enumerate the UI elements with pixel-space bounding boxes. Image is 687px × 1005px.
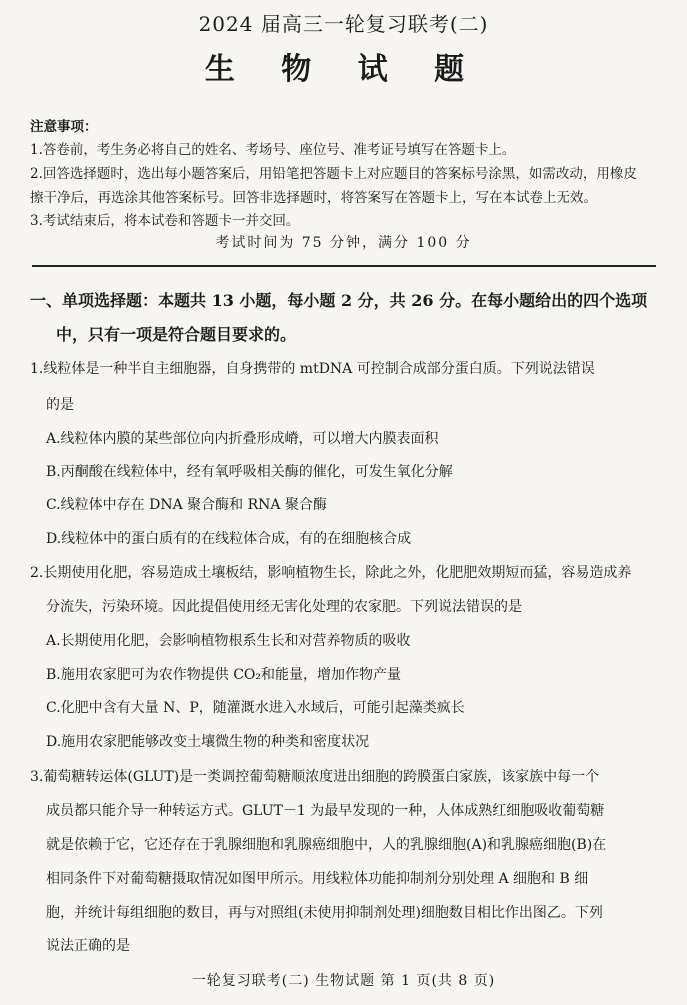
exam-time-info: 考试时间为 75 分钟，满分 100 分 (215, 235, 472, 251)
q2-stem-b: 分流失，污染环境。因此提倡使用经无害化处理的农家肥。下列说法错误的是 (46, 599, 522, 615)
subject-title: 生 物 试 题 (204, 52, 483, 87)
q2-option-d: D.施用农家肥能够改变土壤微生物的种类和密度状况 (46, 734, 370, 750)
q2-option-b: B.施用农家肥可为农作物提供 CO₂和能量，增加作物产量 (46, 667, 401, 683)
q1-option-b: B.丙酮酸在线粒体中，经有氧呼吸相关酶的催化，可发生氧化分解 (46, 464, 453, 480)
section-heading-a: 一、单项选择题：本题共 13 小题，每小题 2 分，共 26 分。在每小题给出的四个选项 (30, 291, 648, 310)
q3-stem-e: 胞，并统计每组细胞的数目，再与对照组(未使用抑制剂处理)细胞数目相比作出图乙。下列 (46, 905, 603, 921)
q3-stem-f: 说法正确的是 (46, 938, 130, 954)
q3-stem-d: 相同条件下对葡萄糖摄取情况如图甲所示。用线粒体功能抑制剂分别处理 A 细胞和 B 细 (46, 871, 589, 887)
q1-option-d: D.线粒体中的蛋白质有的在线粒体合成，有的在细胞核合成 (46, 531, 412, 547)
q3-stem-c: 就是依赖于它，它还存在于乳腺细胞和乳腺癌细胞中，人的乳腺细胞(A)和乳腺癌细胞(B)在 (46, 837, 607, 853)
q1-stem-b: 的是 (46, 397, 74, 413)
notice-line-2b: 擦干净后，再选涂其他答案标号。回答非选择题时，将答案写在答题卡上，写在本试卷上无效。 (30, 190, 597, 206)
page-footer: 一轮复习联考(二) 生物试题 第 1 页(共 8 页) (191, 973, 496, 989)
exam-title: 2024 届高三一轮复习联考(二) (198, 12, 489, 36)
notice-line-1: 1.答卷前，考生务必将自己的姓名、考场号、座位号、准考证号填写在答题卡上。 (30, 142, 516, 158)
notice-line-2a: 2.回答选择题时，选出每小题答案后，用铅笔把答题卡上对应题目的答案标号涂黑，如需改动，用橡皮 (30, 166, 637, 182)
notice-line-3: 3.考试结束后，将本试卷和答题卡一并交回。 (30, 213, 300, 229)
q2-option-c: C.化肥中含有大量 N、P，随灌溉水进入水域后，可能引起藻类疯长 (46, 700, 465, 716)
q2-stem-a: 2.长期使用化肥，容易造成土壤板结，影响植物生长，除此之外，化肥肥效期短而猛，容易造成养 (30, 565, 632, 581)
section-heading-b: 中，只有一项是符合题目要求的。 (56, 325, 297, 344)
notice-heading: 注意事项： (30, 119, 98, 135)
divider-rule (32, 265, 656, 267)
q3-stem-b: 成员都只能介导一种转运方式。GLUT－1 为最早发现的一种，人体成熟红细胞吸收葡萄糖 (46, 803, 605, 819)
q3-stem-a: 3.葡萄糖转运体(GLUT)是一类调控葡萄糖顺浓度进出细胞的跨膜蛋白家族，该家族中每一个 (30, 769, 600, 785)
q2-option-a: A.长期使用化肥，会影响植物根系生长和对营养物质的吸收 (46, 633, 411, 649)
q1-option-c: C.线粒体中存在 DNA 聚合酶和 RNA 聚合酶 (46, 497, 327, 513)
q1-stem-a: 1.线粒体是一种半自主细胞器，自身携带的 mtDNA 可控制合成部分蛋白质。下列说法错误 (30, 361, 595, 377)
q1-option-a: A.线粒体内膜的某些部位向内折叠形成嵴，可以增大内膜表面积 (46, 431, 439, 447)
